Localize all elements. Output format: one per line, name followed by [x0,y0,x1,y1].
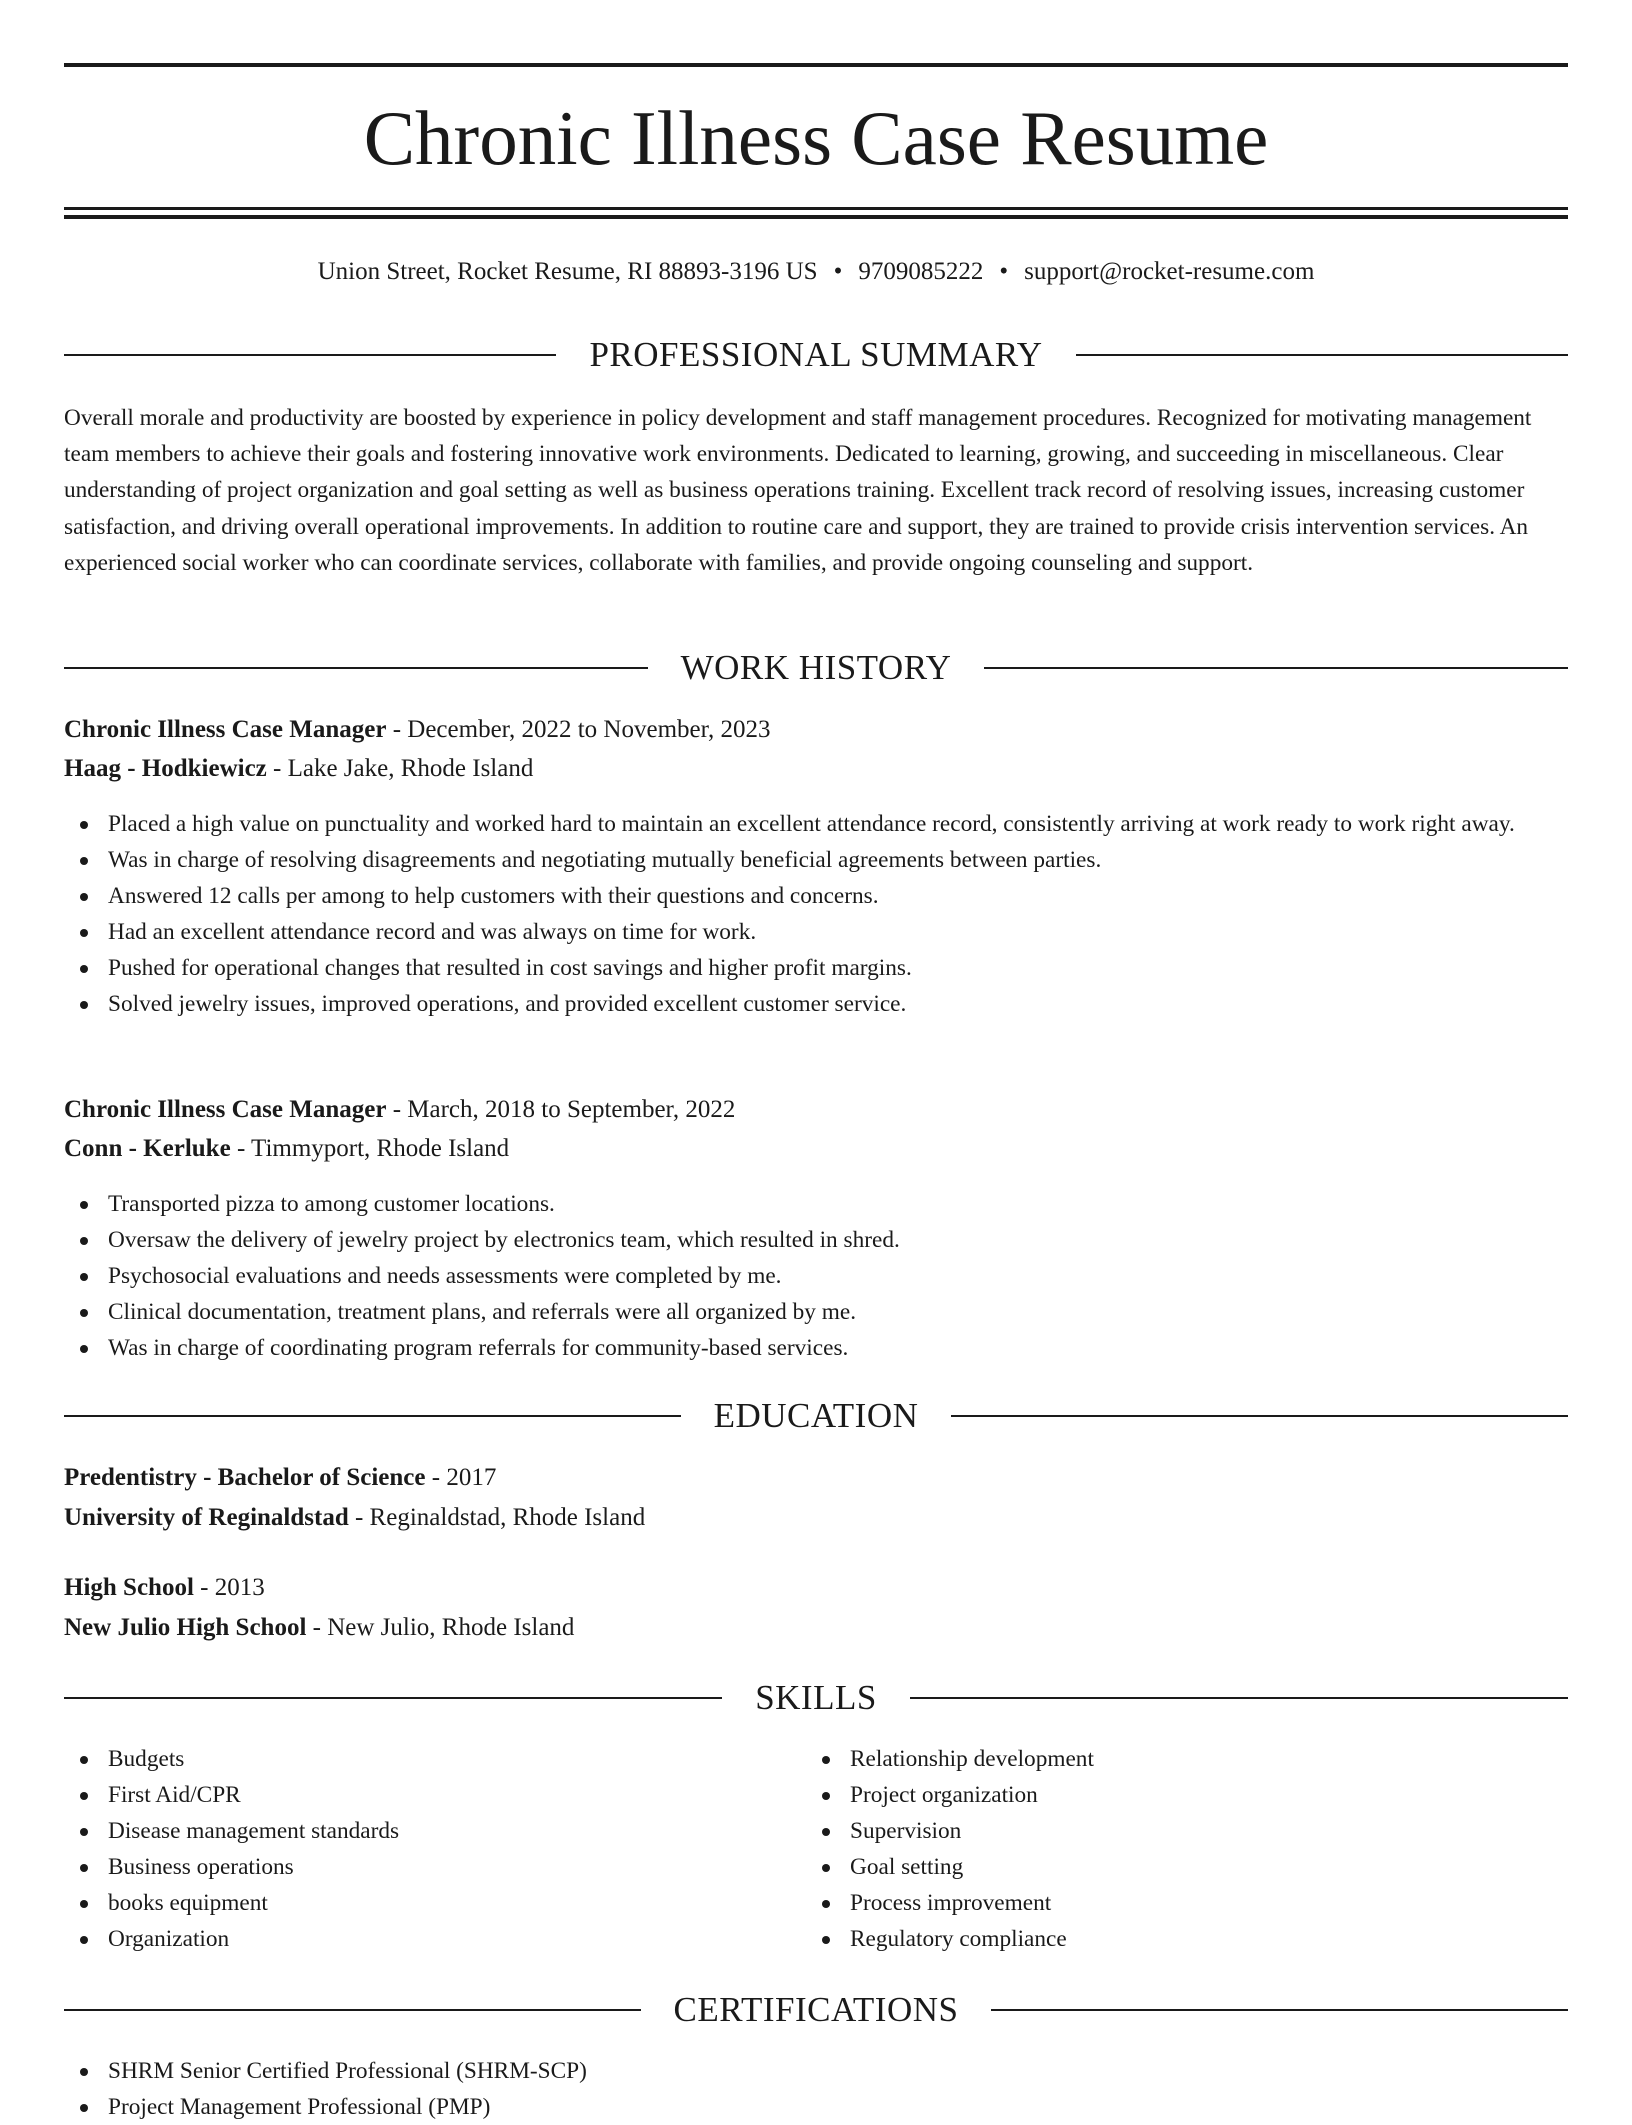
professional-summary: Overall morale and productivity are boosted by experience in policy development and staff management procedures. Recognized for motivating management team members to achieve their goals and fostering innovative work environments. Dedicated to learning, growing, and succeeding in miscellaneous. Clear understanding of project organization and goal setting as well as business operations training. Excellent track record of resolving issues, increasing customer satisfaction, and driving overall operational improvements. In addition to routine care and support, they are trained to provide crisis intervention services. An experienced social worker who can coordinate services, collaborate with families, and provide ongoing counseling and support. [64,405,1532,576]
education-school-line [64,1500,1568,1536]
job-bullet: Pushed for operational changes that resulted in cost savings and higher profit margins. [64,950,1568,986]
education-school: New Julio High School [64,1614,307,1641]
skill-item: Budgets [64,1741,1568,1777]
certifications-list [64,2053,1568,2125]
job-dates: - December, 2022 to November, 2023 [386,716,771,743]
section-heading-label: CERTIFICATIONS [673,1990,959,2029]
job-title: Chronic Illness Case Manager [64,1096,387,1123]
skill-item: books equipment [64,1885,1568,1921]
contact-email: support@rocket-resume.com [1024,258,1315,285]
skill-item: Organization [64,1921,1568,1957]
heading-rule [991,2009,1568,2011]
job-location: - Lake Jake, Rhode Island [266,755,534,782]
job-company-line [64,751,1568,787]
job-bullets [64,1186,1568,1366]
heading-rule [64,2009,641,2011]
job-bullet: Transported pizza to among customer locations. [64,1186,1568,1222]
job-title: Chronic Illness Case Manager [64,716,387,743]
heading-rule [64,354,556,356]
header-double-rule-lower [64,215,1568,219]
section-heading-label: WORK HISTORY [680,648,952,687]
contact-phone: 9709085222 [858,258,984,285]
contact-separator: • [833,258,843,285]
job-location: - Timmyport, Rhode Island [230,1135,510,1162]
job-bullet: Oversaw the delivery of jewelry project by electronics team, which resulted in shred. [64,1222,1568,1258]
skill-item: Disease management standards [64,1813,1568,1849]
job-bullets [64,806,1568,1022]
section-heading-label: PROFESSIONAL SUMMARY [589,335,1043,374]
job-dates: - March, 2018 to September, 2022 [386,1096,736,1123]
skill-item: Process improvement [806,1885,1632,1921]
heading-rule [1076,354,1568,356]
heading-rule [910,1697,1568,1699]
education-degree-line [64,1570,1568,1606]
skills-list-right [806,1741,1632,1957]
certification-item: Project Management Professional (PMP) [64,2089,1568,2125]
job-bullet: Placed a high value on punctuality and worked hard to maintain an excellent attendance record, consistently arriving at work ready to work right away. [64,806,1568,842]
education-year: - 2017 [425,1464,497,1491]
job-bullet: Solved jewelry issues, improved operations, and provided excellent customer service. [64,986,1568,1022]
heading-rule [64,1415,681,1417]
heading-rule [984,667,1568,669]
education-school: University of Reginaldstad [64,1504,349,1531]
education-school-line [64,1610,1568,1646]
section-heading-skills [64,1676,1568,1720]
education-location: - New Julio, Rhode Island [306,1614,575,1641]
heading-rule [64,667,648,669]
job-bullet: Was in charge of resolving disagreements and negotiating mutually beneficial agreements between parties. [64,842,1568,878]
skill-item: Supervision [806,1813,1632,1849]
skill-item: First Aid/CPR [64,1777,1568,1813]
job-company: Haag - Hodkiewicz [64,755,267,782]
job-company-line [64,1131,1568,1167]
contact-line [64,254,1568,290]
contact-separator: • [999,258,1009,285]
education-degree-line [64,1460,1568,1496]
job-title-line [64,1092,1568,1128]
section-heading-certifications [64,1988,1568,2032]
section-heading-education [64,1394,1568,1438]
skill-item: Goal setting [806,1849,1632,1885]
resume-title: Chronic Illness Case Resume [363,95,1269,181]
skill-item: Project organization [806,1777,1632,1813]
job-company: Conn - Kerluke [64,1135,231,1162]
education-degree: High School [64,1574,194,1601]
education-degree: Predentistry - Bachelor of Science [64,1464,426,1491]
job-bullet: Answered 12 calls per among to help customers with their questions and concerns. [64,878,1568,914]
skill-item: Regulatory compliance [806,1921,1632,1957]
job-bullet: Was in charge of coordinating program referrals for community-based services. [64,1330,1568,1366]
job-bullet: Clinical documentation, treatment plans, and referrals were all organized by me. [64,1294,1568,1330]
header-double-rule-upper [64,207,1568,210]
education-year: - 2013 [193,1574,265,1601]
skill-item: Relationship development [806,1741,1632,1777]
job-bullet: Psychosocial evaluations and needs assessments were completed by me. [64,1258,1568,1294]
header-top-rule [64,63,1568,67]
heading-rule [951,1415,1568,1417]
contact-address: Union Street, Rocket Resume, RI 88893-3196 US [317,258,818,285]
certification-item: SHRM Senior Certified Professional (SHRM-SCP) [64,2053,1568,2089]
skill-item: Business operations [64,1849,1568,1885]
job-title-line [64,712,1568,748]
education-location: - Reginaldstad, Rhode Island [348,1504,646,1531]
job-bullet: Had an excellent attendance record and was always on time for work. [64,914,1568,950]
section-heading-summary [64,333,1568,377]
section-heading-label: SKILLS [755,1678,877,1717]
section-heading-label: EDUCATION [713,1396,919,1435]
heading-rule [64,1697,722,1699]
section-heading-work [64,646,1568,690]
